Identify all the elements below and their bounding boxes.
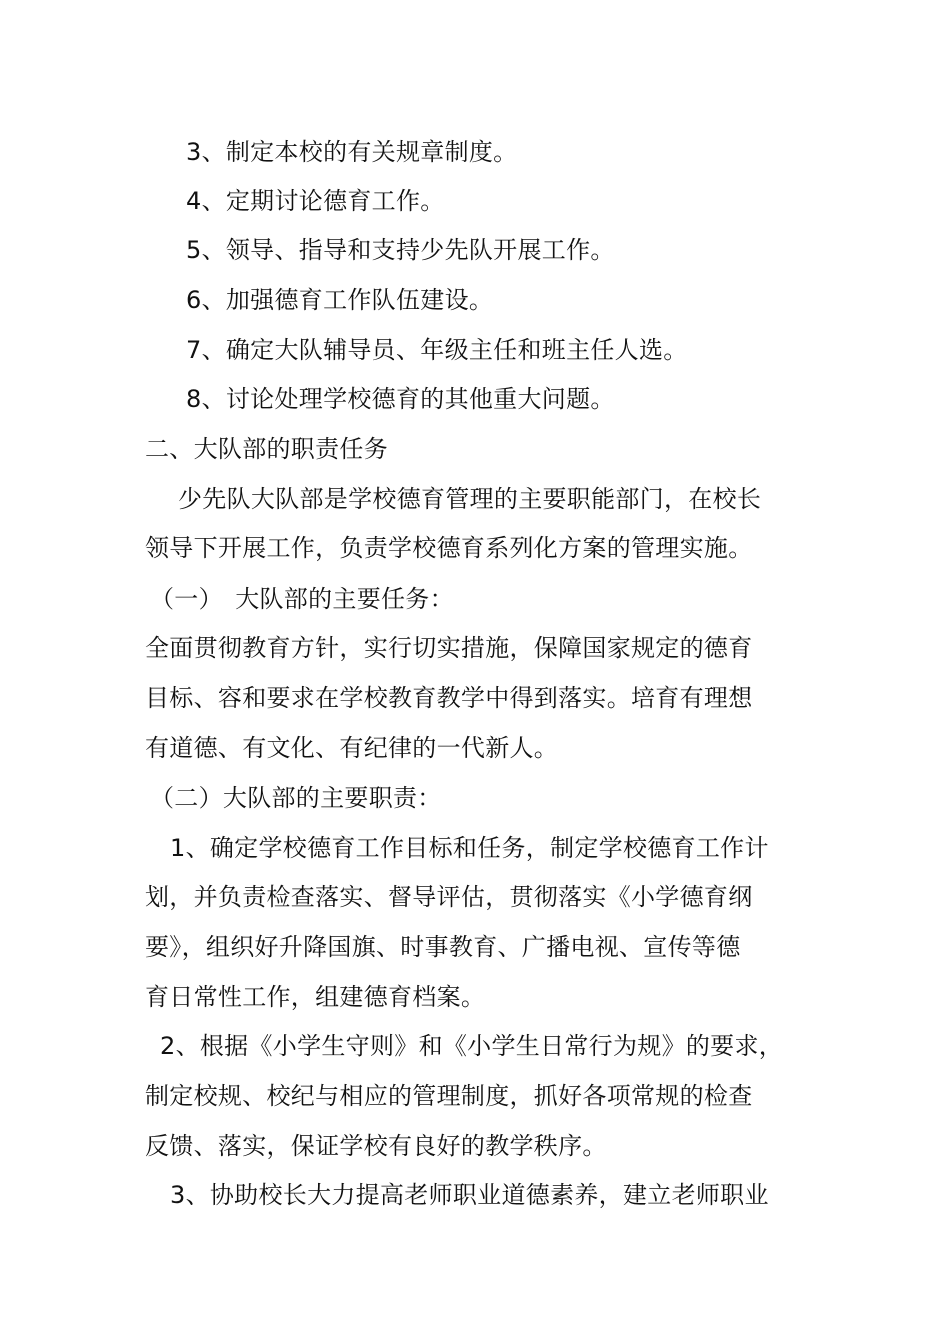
paragraph-line: 要》，组织好升降国旗、时事教育、广播电视、宣传等德	[145, 933, 741, 961]
paragraph-line: 划，并负责检查落实、督导评估，贯彻落实《小学德育纲	[145, 883, 753, 911]
paragraph-line: 1、确定学校德育工作目标和任务，制定学校德育工作计	[170, 834, 769, 862]
list-item-3-rules: 3、制定本校的有关规章制度。	[186, 138, 518, 166]
paragraph-line: 有道德、有文化、有纪律的一代新人。	[145, 734, 559, 762]
paragraph-line: 3、协助校长大力提高老师职业道德素养，建立老师职业	[170, 1181, 769, 1209]
list-item-5-pioneers: 5、领导、指导和支持少先队开展工作。	[186, 236, 615, 264]
paragraph-line: 反馈、落实，保证学校有良好的教学秩序。	[145, 1132, 607, 1160]
section-heading-2: 二、大队部的职责任务	[145, 435, 388, 463]
paragraph-line: 领导下开展工作，负责学校德育系列化方案的管理实施。	[145, 534, 753, 562]
subheading-duties: （二）大队部的主要职责：	[150, 784, 442, 812]
paragraph-line: 育日常性工作，组建德育档案。	[145, 983, 486, 1011]
list-item-8-issues: 8、讨论处理学校德育的其他重大问题。	[186, 385, 615, 413]
paragraph-line: 少先队大队部是学校德育管理的主要职能部门，在校长	[178, 485, 762, 513]
paragraph-line: 2、根据《小学生守则》和《小学生日常行为规》的要求，	[160, 1032, 784, 1060]
paragraph-line: 制定校规、校纪与相应的管理制度，抓好各项常规的检查	[145, 1082, 753, 1110]
list-item-4-discussion: 4、定期讨论德育工作。	[186, 187, 445, 215]
paragraph-line: 目标、容和要求在学校教育教学中得到落实。培育有理想	[145, 684, 753, 712]
list-item-7-staffing: 7、确定大队辅导员、年级主任和班主任人选。	[186, 336, 688, 364]
paragraph-line: 全面贯彻教育方针，实行切实措施，保障国家规定的德育	[145, 634, 753, 662]
list-item-6-team: 6、加强德育工作队伍建设。	[186, 286, 494, 314]
subheading-tasks: （一） 大队部的主要任务：	[150, 585, 454, 613]
